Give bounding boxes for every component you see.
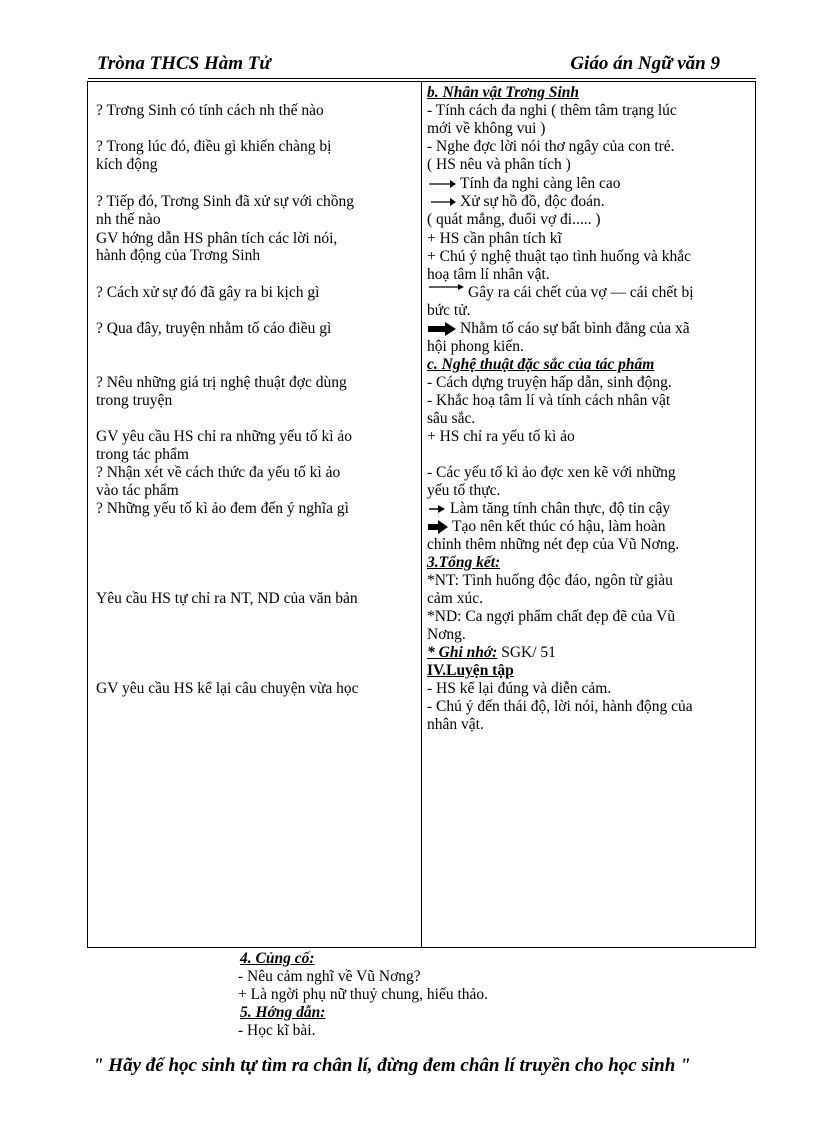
right-arrow-line: [427, 320, 690, 338]
arrow-text: Nhằm tố cáo sự bất bình đẳng của xã: [460, 320, 690, 337]
left-line: GV hớng dẫn HS phân tích các lời nói,: [96, 230, 338, 247]
arrow-text: Xử sự hồ đồ, độc đoán.: [460, 193, 605, 210]
right-line: ( HS nêu và phân tích ): [427, 156, 571, 173]
left-line: vào tác phẩm: [96, 482, 179, 499]
left-line: ? Trong lúc đó, điều gì khiến chàng bị: [96, 138, 332, 155]
header-school: Tròna THCS Hàm Tử: [97, 53, 271, 74]
ghinho-label: * Ghi nhớ:: [427, 644, 498, 661]
below-line: + Là ngời phụ nữ thuỷ chung, hiếu thảo.: [238, 986, 489, 1003]
right-line: - Khắc hoạ tâm lí và tính cách nhân vật: [427, 392, 671, 409]
right-line: cảm xúc.: [427, 590, 483, 607]
left-line: GV yêu cầu HS chỉ ra những yếu tố kì ảo: [96, 428, 353, 445]
right-arrow-line: [427, 518, 665, 536]
right-arrow-line: [427, 175, 621, 193]
right-line: chỉnh thêm những nét đẹp của Vũ Nơng.: [427, 536, 680, 553]
right-line: + HS cần phân tích kĩ: [427, 230, 562, 247]
arrow-right-icon: [427, 197, 457, 207]
left-line: Yêu cầu HS tự chỉ ra NT, ND của văn bản: [96, 590, 358, 607]
left-line: kích động: [96, 156, 158, 173]
right-arrow-line: [427, 284, 694, 302]
ghinho-text: SGK/ 51: [497, 644, 556, 661]
right-line: - Cách dựng truyện hấp dẫn, sinh động.: [427, 374, 672, 391]
header-rule: [88, 78, 756, 79]
left-line: GV yêu cầu HS kể lại câu chuyện vừa học: [96, 680, 359, 697]
right-line: - Tính cách đa nghi ( thêm tâm trạng lúc: [427, 102, 677, 119]
left-line: nh thế nào: [96, 211, 161, 228]
left-line: ? Qua đây, truyện nhằm tố cáo điều gì: [96, 320, 332, 337]
left-line: trong tác phẩm: [96, 446, 189, 463]
heading-3: 3.Tổng kết:: [427, 554, 501, 571]
right-line: nhân vật.: [427, 716, 484, 733]
left-line: trong truyện: [96, 392, 173, 409]
right-line: - Nghe đợc lời nói thơ ngây của con trẻ.: [427, 138, 675, 155]
heading-c: c. Nghệ thuật đặc sắc của tác phẩm: [427, 356, 655, 373]
right-line: - HS kể lại đúng và diễn cảm.: [427, 680, 612, 697]
footer-quote: " Hãy để học sinh tự tìm ra chân lí, đừng đem chân lí truyền cho học sinh ": [93, 1055, 691, 1076]
right-line: *NT: Tình huống độc đáo, ngôn từ giàu: [427, 572, 673, 589]
thick-arrow-right-icon: [427, 520, 449, 534]
right-line: *ND: Ca ngợi phẩm chất đẹp đẽ của Vũ: [427, 608, 676, 625]
left-line: hành động của Trơng Sinh: [96, 247, 261, 264]
left-line: ? Nêu những giá trị nghệ thuật đợc dùng: [96, 374, 347, 391]
right-line: bức tử.: [427, 302, 471, 319]
right-line: sâu sắc.: [427, 410, 476, 427]
left-line: ? Cách xử sự đó đã gây ra bi kịch gì: [96, 284, 320, 301]
left-line: ? Tiếp đó, Trơng Sinh đã xử sự với chồng: [96, 193, 354, 210]
arrow-text: Làm tăng tính chân thực, độ tin cậy: [450, 500, 671, 517]
heading-5: 5. Hớng dẫn:: [240, 1004, 326, 1021]
right-line: hội phong kiến.: [427, 338, 524, 355]
right-line: Nơng.: [427, 626, 466, 643]
left-line: ? Nhận xét về cách thức đa yếu tố kì ảo: [96, 464, 341, 481]
arrow-text: Tạo nên kết thúc có hậu, làm hoàn: [452, 518, 666, 535]
left-line: ? Trơng Sinh có tính cách nh thế nào: [96, 102, 324, 119]
column-divider: [421, 82, 422, 947]
below-line: - Học kĩ bài.: [238, 1022, 316, 1039]
heading-4: 4. Củng cố:: [240, 950, 315, 967]
right-line: + Chú ý nghệ thuật tạo tình huống và khắc: [427, 248, 692, 265]
arrow-text: Tính đa nghi càng lên cao: [460, 175, 621, 192]
thick-arrow-right-icon: [427, 322, 457, 336]
heading-iv: IV.Luyện tập: [427, 662, 514, 679]
arrow-right-icon: [427, 179, 457, 189]
below-line: - Nêu cảm nghĩ về Vũ Nơng?: [238, 968, 421, 985]
right-line: - Các yếu tố kì ảo đợc xen kẽ với những: [427, 464, 676, 481]
arrow-text: Gây ra cái chết của vợ — cái chết bị: [468, 284, 694, 301]
right-line: + HS chỉ ra yếu tố kì ảo: [427, 428, 575, 445]
heading-b: b. Nhân vật Trơng Sinh: [427, 84, 580, 101]
ghinho-line: [427, 644, 556, 662]
right-line: ( quát mắng, đuổi vợ đi..... ): [427, 211, 601, 228]
right-line: - Chú ý đến thái độ, lời nói, hành động của: [427, 698, 693, 715]
right-arrow-line: [427, 500, 670, 518]
arrow-right-icon: [427, 284, 465, 298]
right-line: yếu tố thực.: [427, 482, 501, 499]
header-subject: Giáo án Ngữ văn 9: [570, 53, 720, 74]
right-line: mới về không vui ): [427, 120, 546, 137]
right-line: hoạ tâm lí nhân vật.: [427, 266, 550, 283]
lesson-table: [87, 81, 756, 948]
arrow-right-icon: [427, 504, 447, 514]
right-arrow-line: [427, 193, 605, 211]
left-line: ? Những yếu tố kì ảo đem đến ý nghĩa gì: [96, 500, 349, 517]
